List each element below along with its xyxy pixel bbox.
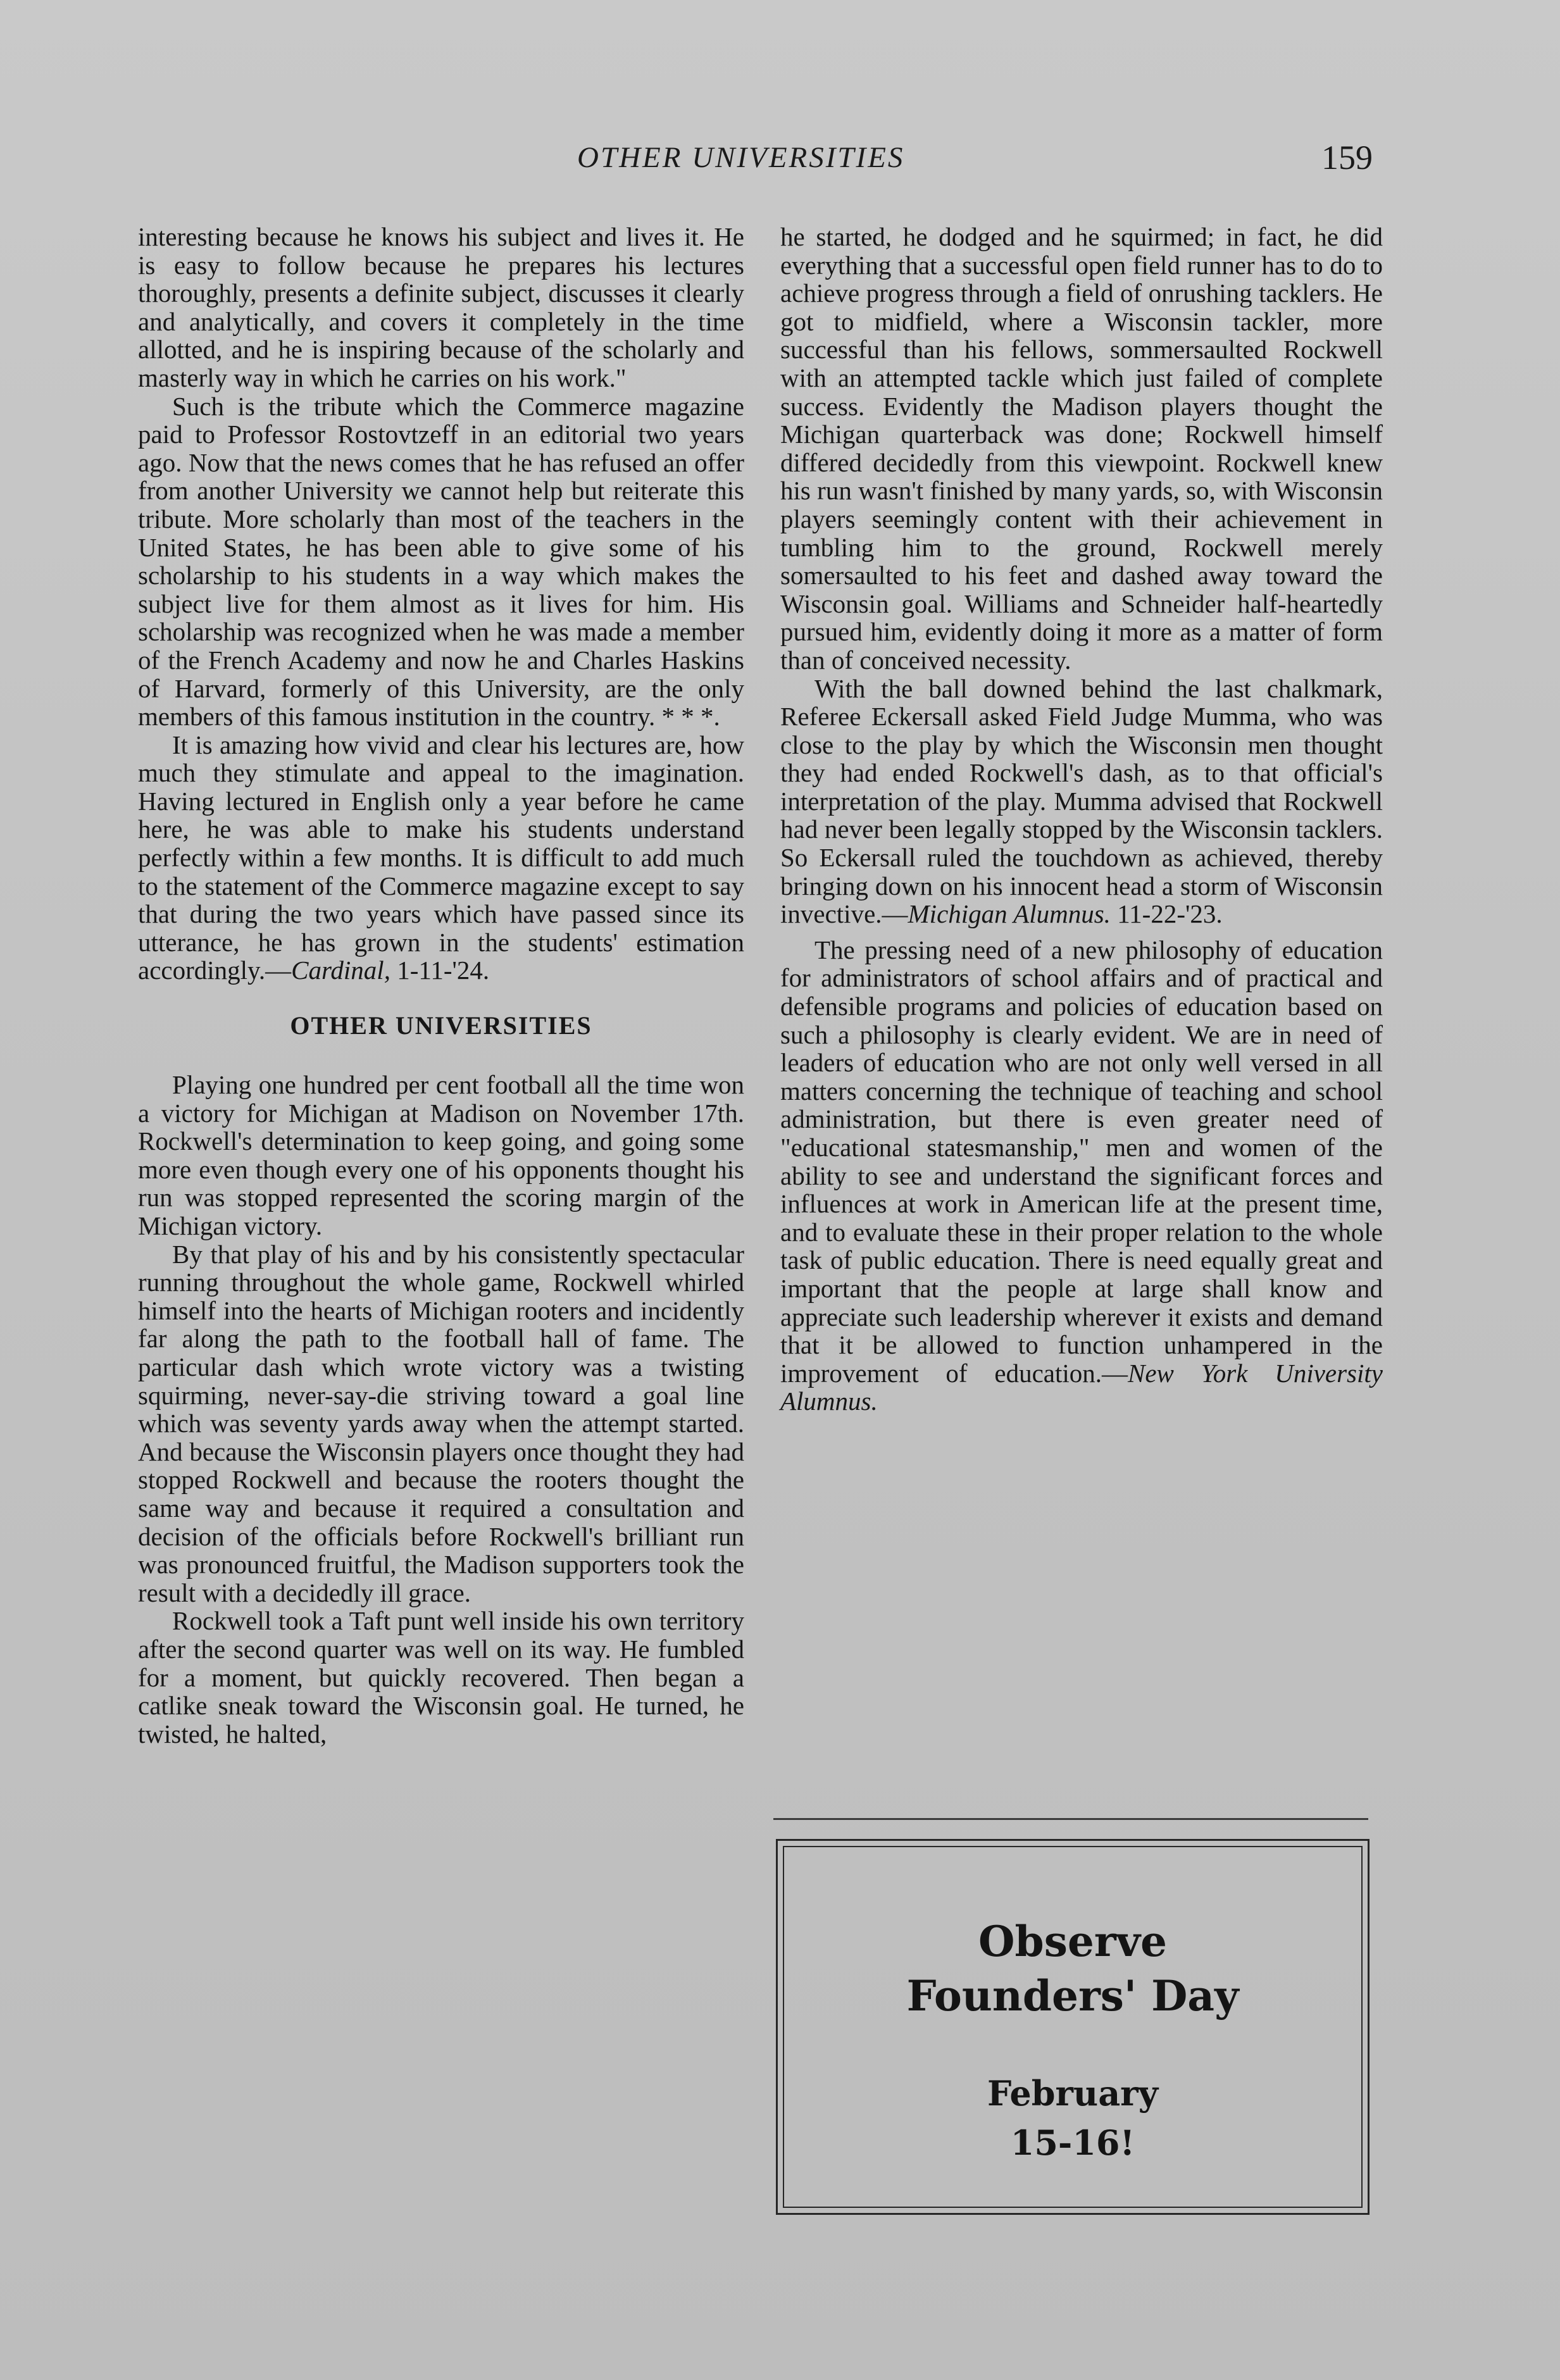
paragraph: Such is the tribute which the Commerce magazine paid to Professor Rostovtzeff in an editorial two years ago. Now that the news comes that he has refused an offer from another University we cannot help but reiterate this tribute. More scholarly than most of the teachers in the United States, he has been able to give some of his scholarship to his students in a way which makes the subject live for them almost as it lives for him. His scholarship was recognized when he was made a member of the French Academy and now he and Charles Haskins of Harvard, formerly of this University, are the only members of this famous institution in the country. * * *. [138,391,744,732]
founders-day-notice [776,1839,1370,2215]
paragraph [780,675,1383,928]
source-citation: New York University Alumnus. [780,1358,1383,1416]
notice-date [784,2069,1361,2167]
right-column [780,223,1383,1416]
notice-title [784,1847,1361,2023]
source-citation: Cardinal, [291,956,390,985]
notice-line: February [987,2073,1159,2114]
source-citation: Michigan Alumnus. [908,899,1111,929]
paragraph: Playing one hundred per cent football all the time won a victory for Michigan at Madison on November 17th. Rockwell's determination to keep going, and going some more even though every one of his opponents thought his run was stopped represented the scoring margin of the Michigan victory. [138,1070,744,1240]
notice-line: Founders' Day [906,1971,1239,2021]
citation-date: 11-22-'23. [1110,899,1223,929]
citation-date: 1-11-'24. [390,956,490,985]
paragraph [780,936,1383,1416]
notice-line: Observe [978,1917,1167,1966]
notice-line: 15-16! [1010,2122,1135,2163]
paragraph [138,731,744,985]
running-head: OTHER UNIVERSITIES [577,141,905,174]
paragraph: Rockwell took a Taft punt well inside his own territory after the second quarter was well on its way. He fumbled for a moment, but quickly recovered. Then began a catlike sneak toward the Wisconsin goal. He turned, he twisted, he halted, [138,1606,744,1748]
page-number: 159 [1321,139,1373,177]
notice-inner-frame [783,1846,1363,2208]
divider-rule [773,1818,1368,1820]
paragraph-text: With the ball downed behind the last chalkmark, Referee Eckersall asked Field Judge Mumma, who was close to the play by which the Wisconsin men thought they had ended Rockwell's dash, as to that official's interpretation of the play. Mumma advised that Rockwell had never been legally stopped by the Wisconsin tacklers. So Eckersall ruled the touchdown as achieved, thereby bringing down on his innocent head a storm of Wisconsin invective.— [780,673,1383,929]
paragraph: interesting because he knows his subject and lives it. He is easy to follow because he prepares his lectures thoroughly, presents a definite subject, discusses it clearly and analytically, and covers it completely in the time allotted, and he is inspiring because of the scholarly and masterly way in which he carries on his work." [138,222,744,392]
paragraph-text: It is amazing how vivid and clear his lectures are, how much they stimulate and appeal to the imagination. Having lectured in English only a year before he came here, he was able to make his students understand perfectly within a few months. It is difficult to add much to the statement of the Commerce magazine except to say that during the two years which have passed since its utterance, he has grown in the students' estimation accordingly.— [138,730,744,985]
left-column [138,223,744,1748]
paragraph: By that play of his and by his consistently spectacular running throughout the whole game, Rockwell whirled himself into the hearts of Michigan rooters and incidently far along the path to the football hall of fame. The particular dash which wrote victory was a twisting squirming, never-say-die striving toward a goal line which was seventy yards away when the attempt started. And because the Wisconsin players once thought they had stopped Rockwell and because the rooters thought the same way and because it required a consultation and decision of the officials before Rockwell's brilliant run was pronounced fruitful, the Madison supporters took the result with a decidedly ill grace. [138,1239,744,1607]
paragraph: he started, he dodged and he squirmed; in fact, he did everything that a successful open field runner has to do to achieve progress through a field of onrushing tacklers. He got to midfield, where a Wisconsin tackler, more successful than his fellows, sommersaulted Rockwell with an attempted tackle which just failed of complete success. Evidently the Madison players thought the Michigan quarterback was done; Rockwell himself differed decidedly from this viewpoint. Rockwell knew his run wasn't finished by many yards, so, with Wisconsin players seemingly content with their achievement in tumbling him to the ground, Rockwell merely somersaulted to his feet and dashed away toward the Wisconsin goal. Williams and Schneider half-heartedly pursued him, evidently doing it more as a matter of form than of conceived necessity. [780,222,1383,675]
section-heading: OTHER UNIVERSITIES [290,1011,592,1040]
paragraph-text: The pressing need of a new philosophy of education for administrators of school affairs and of practical and defensible programs and policies of education based on such a philosophy is clearly evident. We are in need of leaders of education who are not only well versed in all matters concerning the technique of teaching and school administration, but there is even greater need of "educational statesmanship," men and women of the ability to see and understand the significant forces and influences at work in American life at the present time, and to evaluate these in their proper relation to the whole task of public education. There is need equally great and important that the people at large shall know and appreciate such leadership wherever it exists and demand that it be allowed to function unhampered in the improvement of education.— [780,935,1383,1388]
